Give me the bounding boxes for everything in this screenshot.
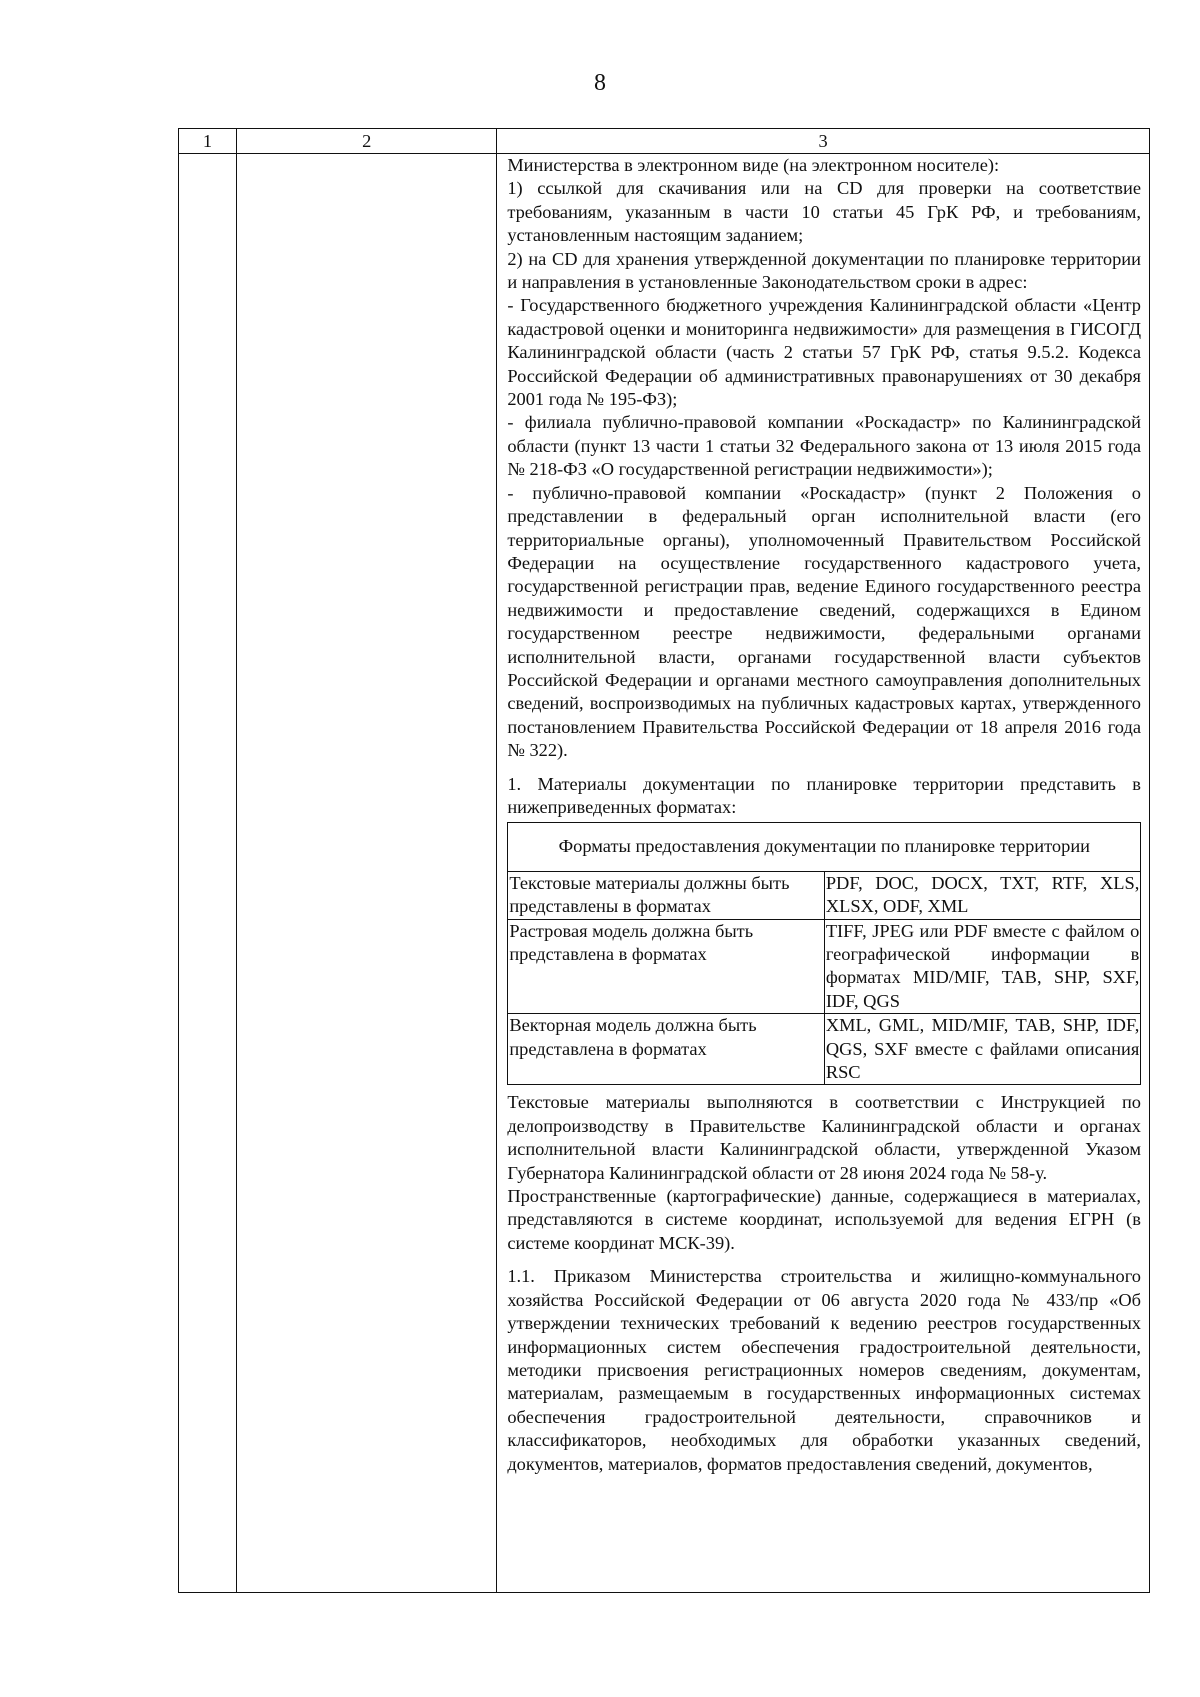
paragraph-order-433: 1.1. Приказом Министерства строительства и жилищно-коммунального хозяйства Российской Федерации от 06 августа 2020 года № 433/пр «Об утверждении технических требований к ведению реестров государственных информационных систем обеспечения градостроительной деятельности, методики присвоения регистрационных номеров сведениям, документам, материалам, размещаемым в государственных информационных системах обеспечения градостроительной деятельности, справочников и классификаторов, необходимых для обработки указанных сведений, документов, материалов, форматов предоставления сведений, документов,	[507, 1266, 1141, 1474]
formats-row-value: PDF, DOC, DOCX, TXT, RTF, XLS, XLSX, ODF, XML	[824, 871, 1141, 919]
column-3-cell	[497, 154, 1150, 1593]
formats-row-vector	[508, 1014, 1141, 1085]
formats-row-label: Векторная модель должна быть представлена в форматах	[508, 1014, 825, 1085]
column-2-cell	[237, 154, 497, 1593]
paragraph-item-1: 1) ссылкой для скачивания или на CD для проверки на соответствие требованиям, указанным в части 10 статьи 45 ГрК РФ, и требованиям, установленным настоящим заданием;	[507, 178, 1141, 246]
table-header-row	[179, 129, 1150, 154]
formats-table-title: Форматы предоставления документации по планировке территории	[508, 823, 1141, 871]
formats-row-label: Текстовые материалы должны быть представлены в форматах	[508, 871, 825, 919]
column-header-2: 2	[237, 129, 497, 154]
paragraph-text-materials: Текстовые материалы выполняются в соответствии с Инструкцией по делопроизводству в Правительстве Калининградской области и органах исполнительной власти Калининградской области, утвержденной Указом Губернатора Калининградской области от 28 июня 2024 года № 58-у.	[507, 1092, 1141, 1183]
paragraph-intro: Министерства в электронном виде (на электронном носителе):	[507, 155, 1000, 175]
paragraph-recipient-gbu: - Государственного бюджетного учреждения Калининградской области «Центр кадастровой оценки и мониторинга недвижимости» для размещения в ГИСОГД Калининградской области (часть 2 статьи 57 ГрК РФ, статья 9.5.2. Кодекса Российской Федерации об административных правонарушениях от 30 декабря 2001 года № 195-ФЗ);	[507, 295, 1141, 410]
paragraph-spatial-data: Пространственные (картографические) данные, содержащиеся в материалах, представляются в системе координат, используемой для ведения ЕГРН (в системе координат МСК-39).	[507, 1186, 1141, 1253]
table-body-row	[179, 154, 1150, 1593]
formats-table	[507, 822, 1141, 1085]
paragraph-item-2: 2) на CD для хранения утвержденной документации по планировке территории и направления в установленные Законодательством сроки в адрес:	[507, 248, 1141, 293]
formats-row-value: TIFF, JPEG или PDF вместе с файлом о географической информации в форматах MID/MIF, TAB, SHP, SXF, IDF, QGS	[824, 919, 1141, 1014]
page-number: 8	[594, 70, 606, 96]
formats-row-value: XML, GML, MID/MIF, TAB, SHP, IDF, QGS, SXF вместе с файлами описания RSC	[824, 1014, 1141, 1085]
column-header-1: 1	[179, 129, 237, 154]
formats-row-raster	[508, 919, 1141, 1014]
column-1-cell	[179, 154, 237, 1593]
column-header-3: 3	[497, 129, 1150, 154]
document-table	[178, 128, 1150, 1593]
column-3-content	[497, 154, 1149, 1592]
paragraph-recipient-branch: - филиала публично-правовой компании «Роскадастр» по Калининградской области (пункт 13 части 1 статьи 32 Федерального закона от 13 июля 2015 года № 218-ФЗ «О государственной регистрации недвижимости»);	[507, 412, 1141, 480]
formats-row-label: Растровая модель должна быть представлена в форматах	[508, 919, 825, 1014]
formats-intro: 1. Материалы документации по планировке территории представить в нижеприведенных форматах:	[507, 773, 1141, 817]
formats-row-text	[508, 871, 1141, 919]
paragraph-recipient-roskadastr: - публично-правовой компании «Роскадастр» (пункт 2 Положения о представлении в федеральный орган исполнительной власти (его территориальные органы), уполномоченный Правительством Российской Федерации на осуществление государственного кадастрового учета, государственной регистрации прав, ведение Единого государственного реестра недвижимости и предоставление сведений, содержащихся в Едином государственном реестре недвижимости, федеральными органами исполнительной власти, органами государственной власти субъектов Российской Федерации и органами местного самоуправления дополнительных сведений, воспроизводимых на публичных кадастровых картах, утвержденного постановлением Правительства Российской Федерации от 18 апреля 2016 года № 322).	[507, 482, 1141, 761]
